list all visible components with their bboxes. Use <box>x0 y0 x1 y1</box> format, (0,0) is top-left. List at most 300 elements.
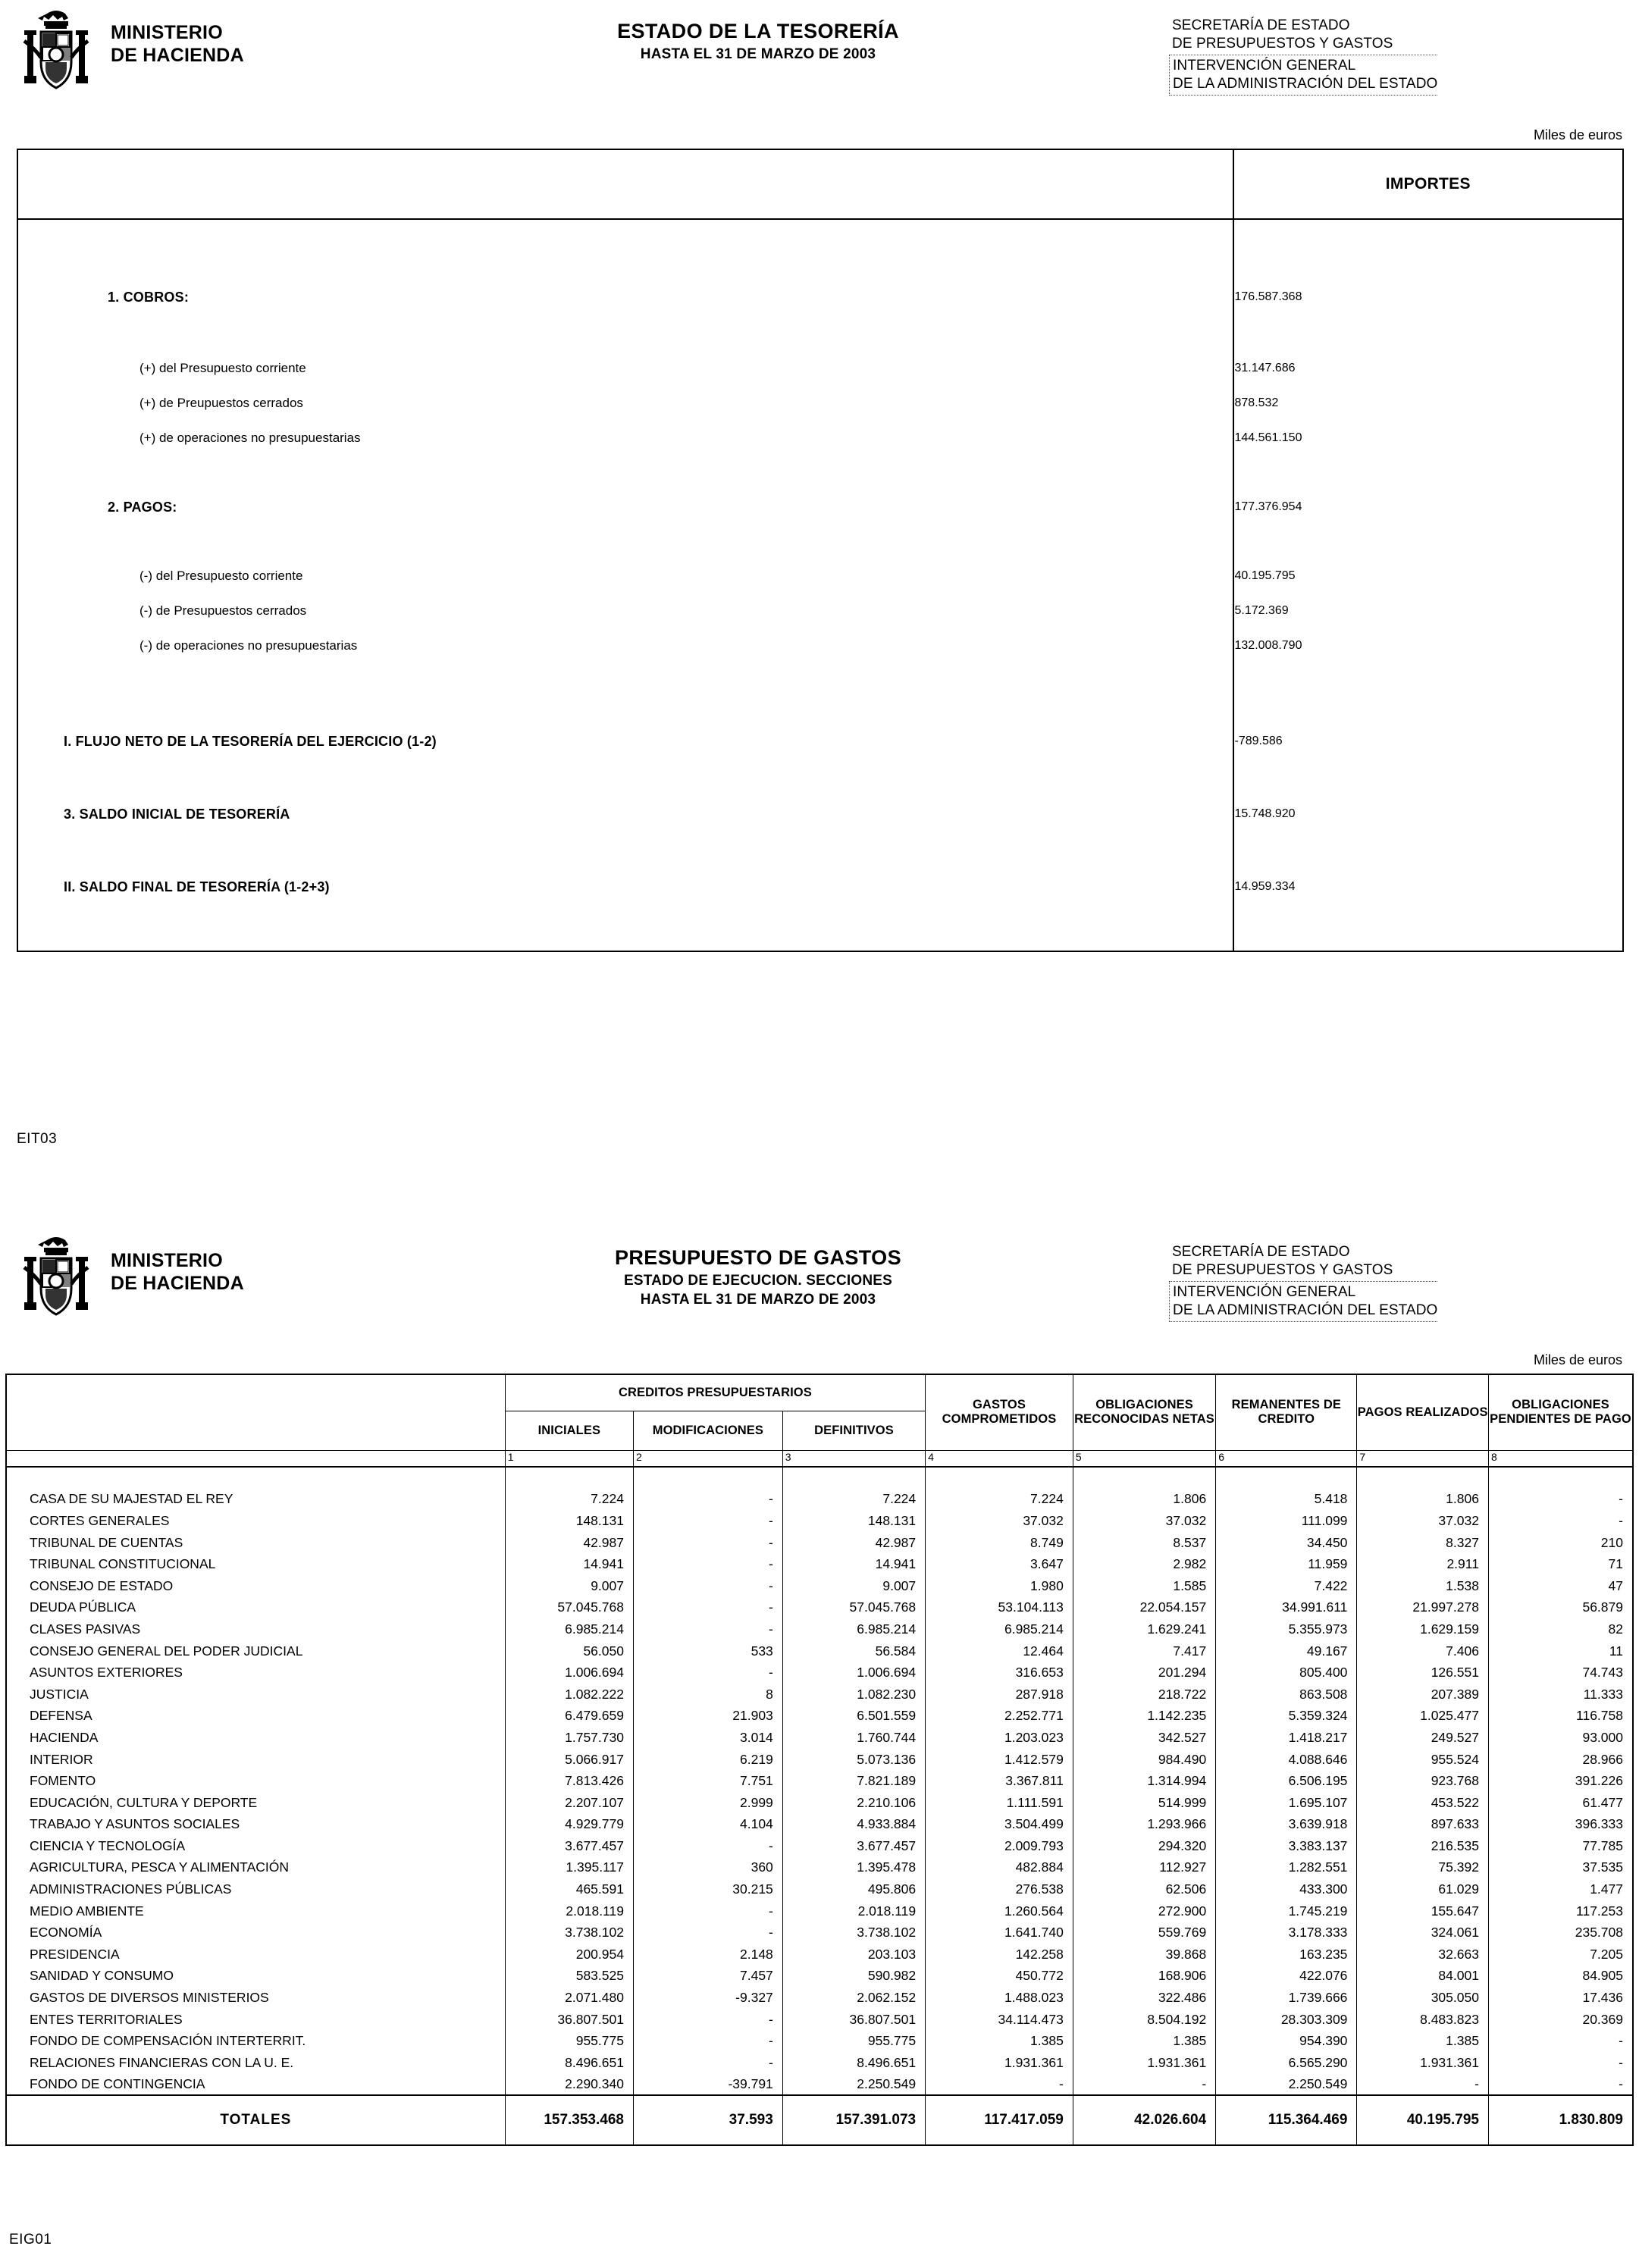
colnum-1: 1 <box>505 1450 633 1467</box>
section-value-cell: - <box>633 1597 782 1619</box>
section-value-cell: 47 <box>1488 1575 1633 1597</box>
section-value-cell: 8.496.651 <box>505 2052 633 2074</box>
section-value-cell: 74.743 <box>1488 1662 1633 1684</box>
section-value-cell: 396.333 <box>1488 1814 1633 1836</box>
section-value-cell: - <box>633 1922 782 1944</box>
table-row <box>17 386 1623 421</box>
totals-value-cell: 157.391.073 <box>782 2095 925 2145</box>
section-value-cell: 116.758 <box>1488 1706 1633 1728</box>
section-name-cell: DEFENSA <box>6 1706 505 1728</box>
section-value-cell: 3.677.457 <box>782 1835 925 1857</box>
section-name-cell: PRESIDENCIA <box>6 1944 505 1966</box>
section-value-cell: 32.663 <box>1357 1944 1489 1966</box>
section-value-cell: 7.224 <box>782 1489 925 1511</box>
section-value-cell: 1.111.591 <box>926 1792 1073 1814</box>
section-name-cell: JUSTICIA <box>6 1684 505 1706</box>
section-value-cell: 1.006.694 <box>782 1662 925 1684</box>
section-value-cell: 30.215 <box>633 1878 782 1900</box>
section-value-cell: 6.501.559 <box>782 1706 925 1728</box>
section-name-cell: CONSEJO GENERAL DEL PODER JUDICIAL <box>6 1640 505 1662</box>
report2-subtitle: ESTADO DE EJECUCION. SECCIONES <box>623 1273 893 1289</box>
header-definitivos: DEFINITIVOS <box>782 1411 925 1450</box>
section-value-cell: 62.506 <box>1073 1878 1215 1900</box>
tesoreria-table <box>17 149 1624 952</box>
row-label-cobros-corriente: (+) del Presupuesto corriente <box>139 361 306 375</box>
section-value-cell: 20.369 <box>1488 2009 1633 2031</box>
table-row <box>6 1640 1633 1662</box>
table-row <box>17 722 1623 760</box>
section-value-cell: 235.708 <box>1488 1922 1633 1944</box>
table-header-row <box>17 149 1623 219</box>
report1-subtitle: HASTA EL 31 DE MARZO DE 2003 <box>640 46 876 62</box>
section-name-cell: DEUDA PÚBLICA <box>6 1597 505 1619</box>
secretaria-2-line-4: DE LA ADMINISTRACIÓN DEL ESTADO <box>1173 1302 1438 1318</box>
section-value-cell: 450.772 <box>926 1966 1073 1988</box>
secretaria-line-3: INTERVENCIÓN GENERAL <box>1173 58 1356 74</box>
table-row <box>6 1532 1633 1554</box>
colnum-5: 5 <box>1073 1450 1215 1467</box>
section-value-cell: 3.677.457 <box>505 1835 633 1857</box>
report1-table-wrap <box>17 149 1624 952</box>
section-value-cell: 218.722 <box>1073 1684 1215 1706</box>
colnum-blank <box>6 1450 505 1467</box>
section-value-cell: 11.959 <box>1216 1553 1357 1575</box>
section-value-cell: 1.142.235 <box>1073 1706 1215 1728</box>
section-value-cell: 1.739.666 <box>1216 1987 1357 2009</box>
section-value-cell: 36.807.501 <box>782 2009 925 2031</box>
section-value-cell: 1.385 <box>1357 2030 1489 2052</box>
section-value-cell: 34.991.611 <box>1216 1597 1357 1619</box>
section-value-cell: - <box>926 2074 1073 2096</box>
gastos-table <box>5 1374 1634 2146</box>
section-value-cell: - <box>633 1489 782 1511</box>
spacer-cell <box>1073 1467 1215 1489</box>
section-value-cell: 1.385 <box>926 2030 1073 2052</box>
section-value-cell: 3.738.102 <box>505 1922 633 1944</box>
section-value-cell: 287.918 <box>926 1684 1073 1706</box>
row-value-saldo-inicial: 15.748.920 <box>1233 795 1624 833</box>
section-name-cell: AGRICULTURA, PESCA Y ALIMENTACIÓN <box>6 1857 505 1879</box>
header-importes: IMPORTES <box>1233 149 1624 219</box>
section-value-cell: 465.591 <box>505 1878 633 1900</box>
spain-coat-of-arms-icon-2 <box>18 1234 94 1321</box>
section-value-cell: 1.477 <box>1488 1878 1633 1900</box>
section-value-cell: 1.293.966 <box>1073 1814 1215 1836</box>
table-row <box>6 1749 1633 1771</box>
section-value-cell: 433.300 <box>1216 1878 1357 1900</box>
section-value-cell: 305.050 <box>1357 1987 1489 2009</box>
secretaria-line-2: DE PRESUPUESTOS Y GASTOS <box>1172 36 1393 52</box>
section-value-cell: 1.931.361 <box>926 2052 1073 2074</box>
section-name-cell: CONSEJO DE ESTADO <box>6 1575 505 1597</box>
report1-title: ESTADO DE LA TESORERÍA <box>617 20 899 42</box>
section-value-cell: 1.260.564 <box>926 1900 1073 1922</box>
ministry-name-2 <box>111 1249 244 1295</box>
section-value-cell: 2.207.107 <box>505 1792 633 1814</box>
section-value-cell: 5.073.136 <box>782 1749 925 1771</box>
section-value-cell: 2.018.119 <box>505 1900 633 1922</box>
section-value-cell: 2.252.771 <box>926 1706 1073 1728</box>
section-value-cell: 1.314.994 <box>1073 1770 1215 1792</box>
table-row <box>17 833 1623 868</box>
section-value-cell: 7.417 <box>1073 1640 1215 1662</box>
table-row <box>6 1792 1633 1814</box>
section-value-cell: 583.525 <box>505 1966 633 1988</box>
table-row <box>6 1618 1633 1640</box>
section-value-cell: 1.931.361 <box>1357 2052 1489 2074</box>
section-value-cell: 57.045.768 <box>505 1597 633 1619</box>
section-value-cell: 37.032 <box>926 1510 1073 1532</box>
section-value-cell: 148.131 <box>505 1510 633 1532</box>
table-row <box>6 1814 1633 1836</box>
table-row <box>17 594 1623 628</box>
section-name-cell: INTERIOR <box>6 1749 505 1771</box>
secretaria-2-line-3: INTERVENCIÓN GENERAL <box>1173 1284 1356 1300</box>
section-name-cell: SANIDAD Y CONSUMO <box>6 1966 505 1988</box>
section-value-cell: 8.504.192 <box>1073 2009 1215 2031</box>
section-value-cell: 7.813.426 <box>505 1770 633 1792</box>
table-row <box>17 274 1623 321</box>
section-value-cell: 2.210.106 <box>782 1792 925 1814</box>
section-value-cell: 1.006.694 <box>505 1662 633 1684</box>
section-value-cell: 6.985.214 <box>782 1618 925 1640</box>
section-value-cell: 482.884 <box>926 1857 1073 1879</box>
section-value-cell: 7.224 <box>505 1489 633 1511</box>
section-value-cell: - <box>633 1662 782 1684</box>
section-value-cell: 1.641.740 <box>926 1922 1073 1944</box>
section-value-cell: 2.290.340 <box>505 2074 633 2096</box>
table-row <box>17 868 1623 906</box>
section-value-cell: 9.007 <box>505 1575 633 1597</box>
ministry-name <box>111 21 244 67</box>
section-name-cell: TRIBUNAL CONSTITUCIONAL <box>6 1553 505 1575</box>
section-value-cell: 984.490 <box>1073 1749 1215 1771</box>
table-row <box>17 906 1623 951</box>
section-value-cell: 57.045.768 <box>782 1597 925 1619</box>
header-creditos-group: CREDITOS PRESUPUESTARIOS <box>505 1374 925 1411</box>
section-value-cell: 93.000 <box>1488 1727 1633 1749</box>
row-label-cobros-cerrados: (+) de Preupuestos cerrados <box>139 396 303 410</box>
row-label-flujo-neto: I. FLUJO NETO DE LA TESORERÍA DEL EJERCICIO (1-2) <box>64 733 437 749</box>
section-value-cell: 56.584 <box>782 1640 925 1662</box>
header-obligaciones-pendientes: OBLIGACIONES PENDIENTES DE PAGO <box>1488 1374 1633 1450</box>
section-value-cell: 56.050 <box>505 1640 633 1662</box>
section-value-cell: 5.066.917 <box>505 1749 633 1771</box>
section-value-cell: 1.395.117 <box>505 1857 633 1879</box>
section-value-cell: 1.806 <box>1357 1489 1489 1511</box>
section-value-cell: 955.775 <box>505 2030 633 2052</box>
section-value-cell: 142.258 <box>926 1944 1073 1966</box>
table-row <box>6 1987 1633 2009</box>
report2-units-label: Miles de euros <box>1533 1352 1622 1367</box>
section-value-cell: 42.987 <box>505 1532 633 1554</box>
secretaria-2-line-2: DE PRESUPUESTOS Y GASTOS <box>1172 1262 1393 1278</box>
section-value-cell: - <box>633 1575 782 1597</box>
section-value-cell: 1.385 <box>1073 2030 1215 2052</box>
section-value-cell: 805.400 <box>1216 1662 1357 1684</box>
section-value-cell: 360 <box>633 1857 782 1879</box>
spacer-cell <box>505 1467 633 1489</box>
section-value-cell: 3.639.918 <box>1216 1814 1357 1836</box>
ministry-line-2-b: DE HACIENDA <box>111 1273 244 1294</box>
section-value-cell: 6.985.214 <box>926 1618 1073 1640</box>
section-value-cell: 17.436 <box>1488 1987 1633 2009</box>
section-value-cell: 12.464 <box>926 1640 1073 1662</box>
totals-value-cell: 1.830.809 <box>1488 2095 1633 2145</box>
header-section-blank <box>6 1374 505 1450</box>
section-value-cell: 1.629.241 <box>1073 1618 1215 1640</box>
section-value-cell: - <box>1073 2074 1215 2096</box>
section-value-cell: - <box>1357 2074 1489 2096</box>
section-value-cell: 272.900 <box>1073 1900 1215 1922</box>
section-value-cell: - <box>633 1900 782 1922</box>
section-value-cell: 1.082.222 <box>505 1684 633 1706</box>
table-row <box>6 1944 1633 1966</box>
section-name-cell: CASA DE SU MAJESTAD EL REY <box>6 1489 505 1511</box>
row-value-cobros-corriente: 31.147.686 <box>1233 351 1624 386</box>
section-value-cell: 1.082.230 <box>782 1684 925 1706</box>
secretaria-line-4: DE LA ADMINISTRACIÓN DEL ESTADO <box>1173 76 1438 92</box>
section-value-cell: 11.333 <box>1488 1684 1633 1706</box>
section-name-cell: EDUCACIÓN, CULTURA Y DEPORTE <box>6 1792 505 1814</box>
report2-subtitle2: HASTA EL 31 DE MARZO DE 2003 <box>640 1292 876 1308</box>
section-value-cell: 168.906 <box>1073 1966 1215 1988</box>
table-row <box>6 1510 1633 1532</box>
section-value-cell: 4.088.646 <box>1216 1749 1357 1771</box>
section-value-cell: 559.769 <box>1073 1922 1215 1944</box>
totals-value-cell: 117.417.059 <box>926 2095 1073 2145</box>
report1-footer-code: EIT03 <box>17 1131 58 1147</box>
section-value-cell: 7.821.189 <box>782 1770 925 1792</box>
table-head <box>6 1374 1633 1467</box>
table-row <box>6 1770 1633 1792</box>
section-value-cell: 3.504.499 <box>926 1814 1073 1836</box>
section-value-cell: 955.524 <box>1357 1749 1489 1771</box>
header-remanentes-credito: REMANENTES DE CREDITO <box>1216 1374 1357 1450</box>
section-name-cell: ASUNTOS EXTERIORES <box>6 1662 505 1684</box>
section-value-cell: - <box>633 1835 782 1857</box>
spacer-cell <box>926 1467 1073 1489</box>
row-value-cobros-nopresup: 144.561.150 <box>1233 421 1624 456</box>
section-value-cell: 53.104.113 <box>926 1597 1073 1619</box>
section-value-cell: 34.450 <box>1216 1532 1357 1554</box>
section-value-cell: 342.527 <box>1073 1727 1215 1749</box>
section-value-cell: - <box>633 1553 782 1575</box>
totals-row <box>6 2095 1633 2145</box>
section-value-cell: 4.933.884 <box>782 1814 925 1836</box>
section-value-cell: 3.014 <box>633 1727 782 1749</box>
section-value-cell: 590.982 <box>782 1966 925 1988</box>
section-value-cell: - <box>633 1532 782 1554</box>
report2-footer-code: EIG01 <box>9 2232 52 2248</box>
table-row <box>6 1553 1633 1575</box>
section-value-cell: 148.131 <box>782 1510 925 1532</box>
section-value-cell: 37.032 <box>1073 1510 1215 1532</box>
section-value-cell: 2.250.549 <box>782 2074 925 2096</box>
section-value-cell: 6.565.290 <box>1216 2052 1357 2074</box>
table-row <box>6 1835 1633 1857</box>
table-row <box>17 219 1623 274</box>
section-name-cell: CLASES PASIVAS <box>6 1618 505 1640</box>
section-value-cell: - <box>1488 1489 1633 1511</box>
section-value-cell: 2.018.119 <box>782 1900 925 1922</box>
section-value-cell: 1.760.744 <box>782 1727 925 1749</box>
section-value-cell: 112.927 <box>1073 1857 1215 1879</box>
section-value-cell: 5.359.324 <box>1216 1706 1357 1728</box>
section-value-cell: 56.879 <box>1488 1597 1633 1619</box>
totals-label-cell: TOTALES <box>6 2095 505 2145</box>
spacer-cell <box>782 1467 925 1489</box>
section-value-cell: 8.496.651 <box>782 2052 925 2074</box>
section-value-cell: 923.768 <box>1357 1770 1489 1792</box>
section-value-cell: - <box>633 2030 782 2052</box>
report2-title-block <box>485 1246 1031 1308</box>
spacer-cell <box>1488 1467 1633 1489</box>
secretaria-line-1: SECRETARÍA DE ESTADO <box>1172 17 1350 33</box>
section-value-cell: 37.535 <box>1488 1857 1633 1879</box>
section-value-cell: 22.054.157 <box>1073 1597 1215 1619</box>
section-value-cell: 5.418 <box>1216 1489 1357 1511</box>
table-row <box>6 1727 1633 1749</box>
section-name-cell: ADMINISTRACIONES PÚBLICAS <box>6 1878 505 1900</box>
section-value-cell: 75.392 <box>1357 1857 1489 1879</box>
header-colnum-row <box>6 1450 1633 1467</box>
ministry-line-2: DE HACIENDA <box>111 45 244 66</box>
section-value-cell: 155.647 <box>1357 1900 1489 1922</box>
report1-title-block <box>485 20 1031 63</box>
section-value-cell: 77.785 <box>1488 1835 1633 1857</box>
section-value-cell: 1.282.551 <box>1216 1857 1357 1879</box>
section-value-cell: 117.253 <box>1488 1900 1633 1922</box>
row-value-cobros-cerrados: 878.532 <box>1233 386 1624 421</box>
section-value-cell: 6.506.195 <box>1216 1770 1357 1792</box>
table-body <box>6 1467 1633 2145</box>
section-value-cell: 453.522 <box>1357 1792 1489 1814</box>
row-value-pagos-corriente: 40.195.795 <box>1233 559 1624 594</box>
section-value-cell: 6.479.659 <box>505 1706 633 1728</box>
section-value-cell: - <box>633 2009 782 2031</box>
section-value-cell: 533 <box>633 1640 782 1662</box>
section-value-cell: 37.032 <box>1357 1510 1489 1532</box>
section-value-cell: 1.585 <box>1073 1575 1215 1597</box>
ministry-line-1-b: MINISTERIO <box>111 1250 223 1271</box>
section-value-cell: 8.749 <box>926 1532 1073 1554</box>
section-name-cell: GASTOS DE DIVERSOS MINISTERIOS <box>6 1987 505 2009</box>
section-value-cell: 11 <box>1488 1640 1633 1662</box>
spacer-cell <box>633 1467 782 1489</box>
row-label-pagos-cerrados: (-) de Presupuestos cerrados <box>139 603 307 618</box>
table-row <box>17 456 1623 486</box>
table-row <box>17 760 1623 795</box>
section-value-cell: 1.203.023 <box>926 1727 1073 1749</box>
section-value-cell: 1.980 <box>926 1575 1073 1597</box>
section-name-cell: RELACIONES FINANCIERAS CON LA U. E. <box>6 2052 505 2074</box>
colnum-6: 6 <box>1216 1450 1357 1467</box>
row-label-pagos-nopresup: (-) de operaciones no presupuestarias <box>139 638 358 653</box>
section-value-cell: 21.903 <box>633 1706 782 1728</box>
spacer-cell <box>1357 1467 1489 1489</box>
section-value-cell: 8 <box>633 1684 782 1706</box>
section-value-cell: 36.807.501 <box>505 2009 633 2031</box>
report1-units-label: Miles de euros <box>1533 127 1622 143</box>
table-row <box>17 628 1623 663</box>
section-value-cell: 422.076 <box>1216 1966 1357 1988</box>
row-value-pagos-cerrados: 5.172.369 <box>1233 594 1624 628</box>
section-value-cell: 14.941 <box>782 1553 925 1575</box>
section-value-cell: 9.007 <box>782 1575 925 1597</box>
section-value-cell: 7.224 <box>926 1489 1073 1511</box>
section-value-cell: - <box>1488 2052 1633 2074</box>
table-row <box>6 1966 1633 1988</box>
section-value-cell: 6.219 <box>633 1749 782 1771</box>
section-value-cell: 1.806 <box>1073 1489 1215 1511</box>
section-value-cell: 5.355.973 <box>1216 1618 1357 1640</box>
section-value-cell: 3.178.333 <box>1216 1922 1357 1944</box>
section-value-cell: 28.303.309 <box>1216 2009 1357 2031</box>
section-value-cell: 200.954 <box>505 1944 633 1966</box>
table-row <box>6 1597 1633 1619</box>
section-value-cell: 495.806 <box>782 1878 925 1900</box>
section-name-cell: FONDO DE CONTINGENCIA <box>6 2074 505 2096</box>
section-value-cell: 3.383.137 <box>1216 1835 1357 1857</box>
section-value-cell: 1.931.361 <box>1073 2052 1215 2074</box>
section-value-cell: 1.412.579 <box>926 1749 1073 1771</box>
section-value-cell: 863.508 <box>1216 1684 1357 1706</box>
section-value-cell: 28.966 <box>1488 1749 1633 1771</box>
section-value-cell: 4.104 <box>633 1814 782 1836</box>
row-value-saldo-final: 14.959.334 <box>1233 868 1624 906</box>
section-value-cell: 207.389 <box>1357 1684 1489 1706</box>
section-value-cell: - <box>633 2052 782 2074</box>
section-value-cell: 3.738.102 <box>782 1922 925 1944</box>
row-value-flujo-neto: -789.586 <box>1233 722 1624 760</box>
table-row <box>6 1922 1633 1944</box>
row-label-pagos-corriente: (-) del Presupuesto corriente <box>139 569 303 583</box>
section-value-cell: 1.745.219 <box>1216 1900 1357 1922</box>
section-value-cell: 203.103 <box>782 1944 925 1966</box>
section-name-cell: TRABAJO Y ASUNTOS SOCIALES <box>6 1814 505 1836</box>
colnum-8: 8 <box>1488 1450 1633 1467</box>
section-value-cell: 163.235 <box>1216 1944 1357 1966</box>
section-value-cell: 1.757.730 <box>505 1727 633 1749</box>
section-value-cell: 6.985.214 <box>505 1618 633 1640</box>
colnum-2: 2 <box>633 1450 782 1467</box>
section-value-cell: 7.457 <box>633 1966 782 1988</box>
section-value-cell: 8.483.823 <box>1357 2009 1489 2031</box>
table-row <box>6 1900 1633 1922</box>
table-row <box>6 2052 1633 2074</box>
section-value-cell: 84.001 <box>1357 1966 1489 1988</box>
section-value-cell: - <box>633 1510 782 1532</box>
section-value-cell: 324.061 <box>1357 1922 1489 1944</box>
row-label-cobros-nopresup: (+) de operaciones no presupuestarias <box>139 431 361 445</box>
report2-secretaria-block <box>1172 1243 1437 1322</box>
colnum-3: 3 <box>782 1450 925 1467</box>
section-value-cell: 2.062.152 <box>782 1987 925 2009</box>
section-value-cell: 2.071.480 <box>505 1987 633 2009</box>
row-value-pagos-nopresup: 132.008.790 <box>1233 628 1624 663</box>
header-group-row <box>6 1374 1633 1411</box>
row-value-pagos: 177.376.954 <box>1233 486 1624 528</box>
table-row <box>6 2074 1633 2096</box>
section-name-cell: FONDO DE COMPENSACIÓN INTERTERRIT. <box>6 2030 505 2052</box>
section-value-cell: 111.099 <box>1216 1510 1357 1532</box>
section-value-cell: 955.775 <box>782 2030 925 2052</box>
section-value-cell: 7.422 <box>1216 1575 1357 1597</box>
header-modificaciones: MODIFICACIONES <box>633 1411 782 1450</box>
table-row <box>17 321 1623 351</box>
table-row <box>17 351 1623 386</box>
